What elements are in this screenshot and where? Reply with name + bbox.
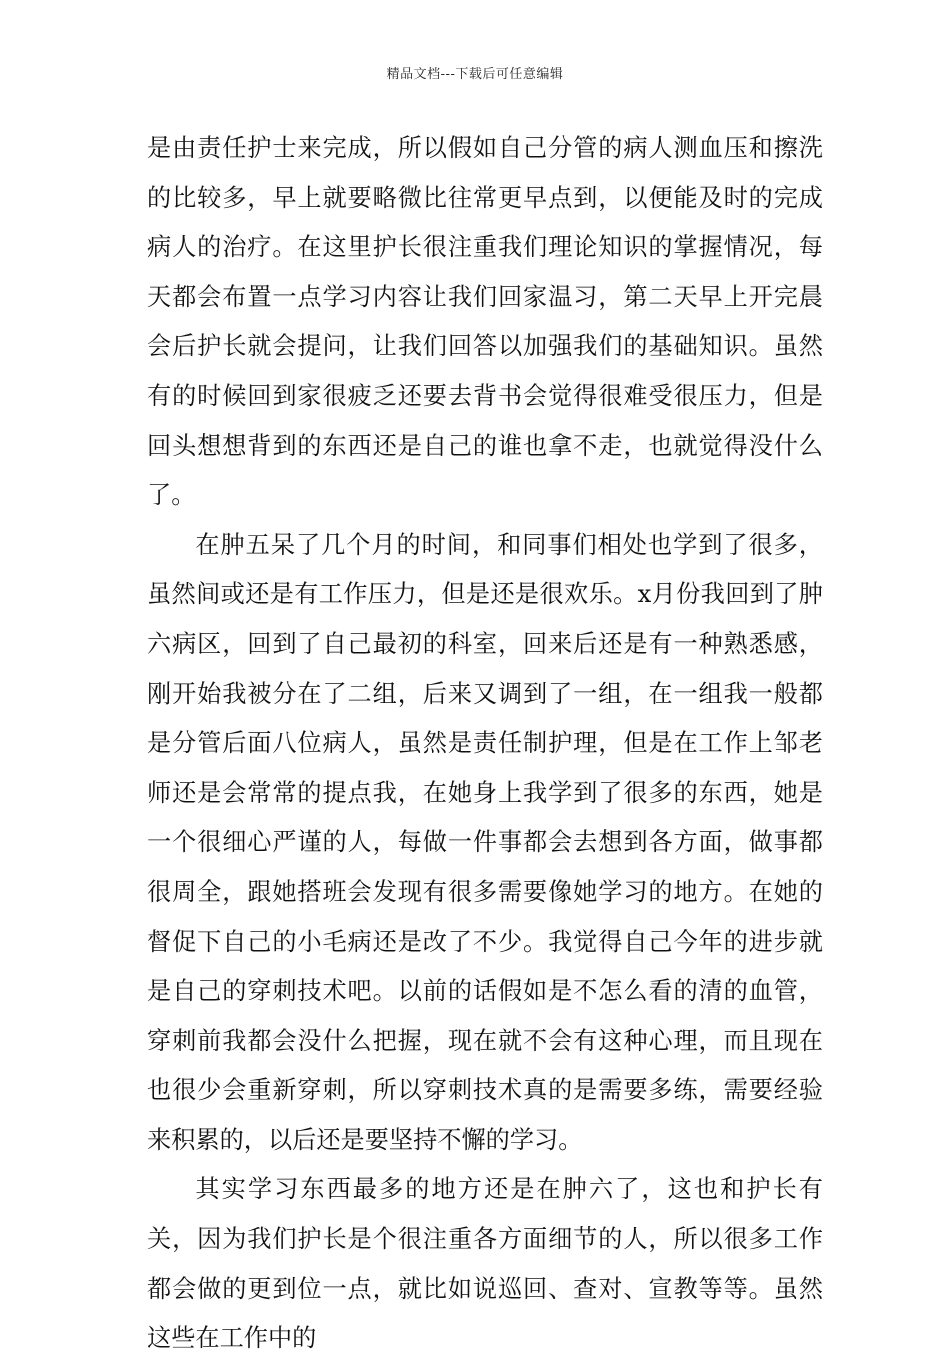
paragraph-2: 在肿五呆了几个月的时间，和同事们相处也学到了很多，虽然间或还是有工作压力，但是还是很欢乐。x月份我回到了肿六病区，回到了自己最初的科室，回来后还是有一种熟悉感，刚开始我被分在了二组，后来又调到了一组，在一组我一般都是分管后面八位病人，虽然是责任制护理，但是在工作上邹老师还是会常常的提点我，在她身上我学到了很多的东西，她是一个很细心严谨的人，每做一件事都会去想到各方面，做事都很周全，跟她搭班会发现有很多需要像她学习的地方。在她的督促下自己的小毛病还是改了不少。我觉得自己今年的进步就是自己的穿刺技术吧。以前的话假如是不怎么看的清的血管，穿刺前我都会没什么把握，现在就不会有这种心理，而且现在也很少会重新穿刺，所以穿刺技术真的是需要多练，需要经验来积累的，以后还是要坚持不懈的学习。 — [147, 530, 823, 1154]
document-body — [147, 124, 823, 1364]
paragraph-1: 是由责任护士来完成，所以假如自己分管的病人测血压和擦洗的比较多，早上就要略微比往常更早点到，以便能及时的完成病人的治疗。在这里护长很注重我们理论知识的掌握情况，每天都会布置一点学习内容让我们回家温习，第二天早上开完晨会后护长就会提问，让我们回答以加强我们的基础知识。虽然有的时候回到家很疲乏还要去背书会觉得很难受很压力，但是回头想想背到的东西还是自己的谁也拿不走，也就觉得没什么了。 — [147, 134, 823, 510]
page-header: 精品文档---下载后可任意编辑 — [386, 67, 564, 82]
paragraph-3: 其实学习东西最多的地方还是在肿六了，这也和护长有关，因为我们护长是个很注重各方面细节的人，所以很多工作都会做的更到位一点，就比如说巡回、查对、宣教等等。虽然这些在工作中的 — [147, 1175, 823, 1353]
